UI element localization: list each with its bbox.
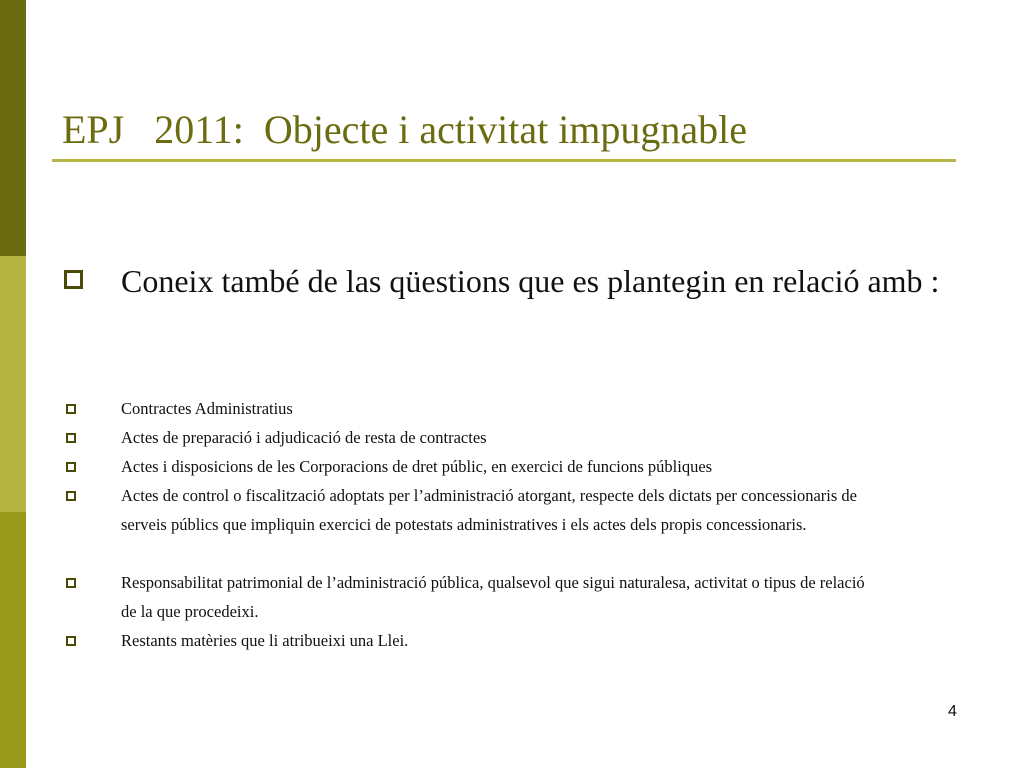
sidebar-stripe-bottom bbox=[0, 512, 26, 768]
main-point: Coneix també de las qüestions que es plantegin en relació amb : bbox=[121, 263, 940, 299]
title-underline bbox=[52, 159, 956, 162]
square-bullet-icon bbox=[66, 491, 76, 501]
list-item: Actes i disposicions de les Corporacions de dret públic, en exercici de funcions públiques bbox=[121, 457, 713, 476]
square-bullet-icon bbox=[66, 578, 76, 588]
list-item: Restants matèries que li atribueixi una Llei. bbox=[121, 631, 409, 650]
list-item: Responsabilitat patrimonial de l’administració pública, qualsevol que sigui naturalesa, activitat o tipus de relació de la que procedeixi. bbox=[121, 573, 865, 621]
slide-title: EPJ 2011: Objecte i activitat impugnable bbox=[62, 107, 748, 152]
sidebar-stripe-top bbox=[0, 0, 26, 256]
square-bullet-icon bbox=[66, 636, 76, 646]
list-item: Actes de preparació i adjudicació de resta de contractes bbox=[121, 428, 487, 447]
sidebar-stripe-middle bbox=[0, 256, 26, 512]
square-bullet-icon bbox=[64, 270, 83, 289]
list-item: Contractes Administratius bbox=[121, 399, 293, 418]
square-bullet-icon bbox=[66, 404, 76, 414]
square-bullet-icon bbox=[66, 462, 76, 472]
page-number: 4 bbox=[948, 703, 957, 720]
list-item: Actes de control o fiscalització adoptats per l’administració atorgant, respecte dels dictats per concessionaris de serveis públics que impliquin exercici de potestats administratives i els actes dels propis concessionaris. bbox=[121, 486, 857, 534]
square-bullet-icon bbox=[66, 433, 76, 443]
